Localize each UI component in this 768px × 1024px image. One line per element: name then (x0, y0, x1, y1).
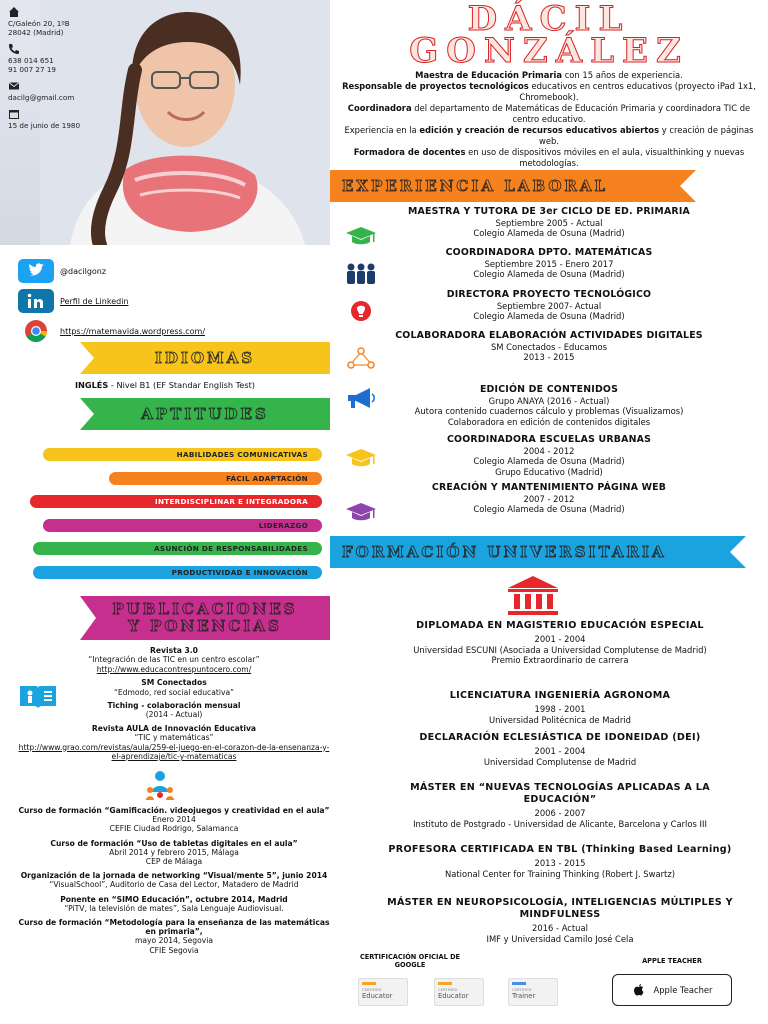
social-links (18, 256, 318, 346)
education-line: National Center for Training Thinking (Robert J. Swartz) (445, 868, 675, 879)
experiencia-heading: EXPERIENCIA LABORAL (342, 177, 609, 195)
publication-line: “Integración de las TIC en un centro escolar” (88, 655, 260, 665)
apple-teacher-badge (612, 974, 732, 1006)
course-line: CFIE Segovia (149, 945, 199, 955)
apple-icon (632, 983, 646, 997)
apple-badge-label: Apple Teacher (653, 985, 713, 995)
job-line: Septiembre 2007- Actual (496, 300, 602, 311)
publication-line: (2014 - Actual) (145, 710, 203, 720)
publication-title: Revista 3.0 (150, 646, 198, 655)
phone-1: 638 014 651 (8, 56, 54, 65)
job-entry (330, 248, 768, 280)
university-icon (506, 574, 560, 616)
twitter-icon (18, 259, 54, 283)
job-line: Colegio Alameda de Osuna (Madrid) (473, 269, 625, 279)
language-detail: - Nivel B1 (EF Standar English Test) (108, 380, 256, 390)
graduation-cap-icon (344, 224, 378, 248)
publication-title: Tiching - colaboración mensual (107, 701, 241, 711)
course-line: Enero 2014 (152, 815, 196, 825)
job-entry (330, 483, 768, 515)
badge-color-bar (512, 982, 526, 985)
email-icon (8, 80, 20, 92)
summary-text: Experiencia en la (344, 125, 420, 135)
google-cert-badge (434, 978, 484, 1006)
education-title: DIPLOMADA EN MAGISTERIO EDUCACIÓN ESPECIAL (416, 620, 704, 631)
summary-paragraph (340, 147, 758, 169)
education-line: Premio Extraordinario de carrera (491, 655, 629, 665)
skill-pill: FÁCIL ADAPTACIÓN (109, 472, 322, 485)
phone-item (8, 43, 128, 74)
summary-paragraph (340, 103, 758, 125)
badge-color-bar (362, 982, 376, 985)
job-line: Colegio Alameda de Osuna (Madrid) (473, 504, 625, 514)
badge-name: Educator (362, 992, 393, 1000)
skill-pill: LIDERAZGO (43, 519, 322, 532)
left-column (0, 0, 330, 1024)
twitter-handle: @dacilgonz (60, 266, 107, 276)
education-title: PROFESORA CERTIFICADA EN TBL (Thinking Based Learning) (388, 844, 732, 855)
skill-pill: HABILIDADES COMUNICATIVAS (43, 448, 322, 461)
experiencia-ribbon (330, 170, 696, 202)
education-entry (380, 620, 740, 666)
graduation-cap-icon (344, 500, 378, 524)
publication-line: “Edmodo, red social educativa” (113, 687, 235, 697)
summary-paragraph (340, 70, 758, 81)
skills-list (30, 448, 322, 589)
lightbulb-icon (344, 300, 378, 324)
courses-list (18, 806, 330, 960)
education-line: Universidad ESCUNI (Asociada a Universidad Complutense de Madrid) (413, 644, 707, 655)
skill-pill: PRODUCTIVIDAD E INNOVACIÓN (33, 566, 322, 579)
badge-subtitle: CERTIFIED (512, 987, 532, 992)
job-title: COORDINADORA ESCUELAS URBANAS (446, 434, 652, 445)
job-entry (330, 385, 768, 427)
education-line: 2016 - Actual (532, 923, 588, 933)
language-name: INGLÉS (74, 380, 109, 390)
education-entry (380, 690, 740, 725)
education-entry (380, 782, 740, 829)
megaphone-icon (344, 386, 378, 410)
website-link[interactable]: https://matemavida.wordpress.com/ (60, 326, 206, 336)
publication-link[interactable]: http://www.educacontrespuntocero.com/ (96, 664, 252, 674)
presenter-icon (146, 770, 174, 800)
linkedin-row[interactable] (18, 286, 318, 316)
education-title: MÁSTER EN “NUEVAS TECNOLOGÍAS APLICADAS A LA EDUCACIÓN” (410, 782, 710, 805)
idiomas-heading: IDIOMAS (154, 349, 256, 367)
profile-summary (340, 70, 758, 169)
course-line: “VisualSchool”, Auditorio de Casa del Lector, Matadero de Madrid (49, 880, 299, 890)
course-entry (18, 895, 330, 913)
phone-2: 91 007 27 19 (8, 65, 57, 74)
summary-text: y creación de páginas web. (539, 125, 754, 146)
formacion-heading: FORMACIÓN UNIVERSITARIA (342, 543, 667, 561)
job-entry (330, 207, 768, 239)
job-entry (330, 331, 768, 363)
skill-pill: ASUNCIÓN DE RESPONSABILIDADES (33, 542, 322, 555)
summary-paragraph (340, 81, 758, 103)
badge-color-bar (438, 982, 452, 985)
job-line: Grupo Educativo (Madrid) (495, 466, 603, 477)
job-line: Colegio Alameda de Osuna (Madrid) (473, 456, 625, 466)
education-title: DECLARACIÓN ECLESIÁSTICA DE IDONEIDAD (DEI) (419, 732, 701, 743)
course-line: mayo 2014, Segovia (135, 936, 213, 946)
address-line1: C/Galeón 20, 1ºB (8, 19, 70, 28)
course-line: “PiTV, la televisión de mates”, Sala Lenguaje Audiovisual. (64, 903, 284, 913)
publication-entry (18, 678, 330, 697)
right-column (330, 0, 768, 1024)
email: dacilg@gmail.com (8, 93, 75, 102)
education-line: Instituto de Postgrado - Universidad de Alicante, Barcelona y Carlos III (413, 818, 707, 829)
job-entry (330, 290, 768, 322)
birthdate-item (8, 108, 128, 130)
job-title: MAESTRA Y TUTORA DE 3er CICLO DE ED. PRIMARIA (408, 206, 690, 217)
summary-paragraph (340, 125, 758, 147)
calendar-icon (8, 108, 20, 120)
phone-icon (8, 43, 20, 55)
course-line: Abril 2014 y febrero 2015, Málaga (109, 847, 239, 857)
publication-entry (18, 701, 330, 720)
course-entry (18, 918, 330, 955)
publicaciones-heading-line2: Y PONENCIAS (128, 617, 282, 635)
profile-photo (0, 0, 330, 245)
job-line: 2013 - 2015 (523, 352, 575, 362)
course-entry (18, 871, 330, 889)
course-title: Curso de formación “Gamificación. videojuegos y creatividad en el aula” (18, 806, 330, 815)
course-entry (18, 839, 330, 867)
job-title: COLABORADORA ELABORACIÓN ACTIVIDADES DIGITALES (395, 330, 703, 341)
linkedin-icon (18, 289, 54, 313)
education-line: 2001 - 2004 (534, 634, 586, 644)
contact-info (8, 6, 128, 136)
skill-pill: INTERDISCIPLINAR E INTEGRADORA (30, 495, 322, 508)
address-item (8, 6, 128, 37)
job-line: Septiembre 2005 - Actual (495, 217, 603, 228)
course-line: CEFIE Ciudad Rodrigo, Salamanca (109, 824, 239, 834)
course-entry (18, 806, 330, 834)
publication-line: “TIC y matemáticas” (134, 733, 214, 743)
job-title: DIRECTORA PROYECTO TECNOLÓGICO (446, 289, 652, 300)
education-title: LICENCIATURA INGENIERÍA AGRONOMA (449, 690, 671, 701)
job-title: CREACIÓN Y MANTENIMIENTO PÁGINA WEB (431, 482, 667, 493)
job-line: 2004 - 2012 (523, 445, 575, 456)
idiomas-ribbon (80, 342, 330, 374)
education-entry (380, 897, 740, 944)
job-line: Autora contenido cuadernos cálculo y problemas (Visualizamos) (414, 406, 684, 416)
apple-cert-label: APPLE TEACHER (642, 957, 702, 965)
education-title: MÁSTER EN NEUROPSICOLOGÍA, INTELIGENCIAS MÚLTIPLES Y MINDFULNESS (387, 897, 733, 920)
google-cert-label: CERTIFICACIÓN OFICIAL DE GOOGLE (359, 953, 461, 969)
education-line: 2013 - 2015 (534, 858, 586, 868)
education-entry (380, 732, 740, 767)
education-line: Universidad Politécnica de Madrid (489, 714, 631, 725)
publication-title: SM Conectados (141, 678, 207, 688)
job-line: SM Conectados - Educamos (490, 341, 608, 352)
course-title: Curso de formación “Metodología para la enseñanza de las matemáticas en primaria”, (18, 918, 330, 937)
publications-list (18, 646, 330, 765)
chrome-icon (18, 319, 54, 343)
summary-bold: edición y creación de recursos educativos abiertos (419, 125, 660, 135)
summary-text: del departamento de Matemáticas de Educación Primaria y coordinadora TIC de centro educativo. (411, 103, 751, 124)
job-line: 2007 - 2012 (523, 493, 575, 504)
language-entry (0, 380, 330, 390)
summary-text: en uso de dispositivos móviles en el aula, visualthinking y nuevas metodologías. (465, 147, 745, 168)
publication-entry (18, 724, 330, 762)
address-line2: 28042 (Madrid) (8, 28, 64, 37)
graduation-cap-icon (344, 446, 378, 470)
google-cert-badge (358, 978, 408, 1006)
google-cert-badge (508, 978, 558, 1006)
course-title: Ponente en “SIMO Educación”, octubre 2014, Madrid (60, 894, 288, 904)
first-name: DÁCIL (467, 0, 631, 39)
job-line: Colegio Alameda de Osuna (Madrid) (473, 311, 625, 321)
email-item (8, 80, 128, 102)
education-line: IMF y Universidad Camilo José Cela (486, 933, 634, 944)
publication-title: Revista AULA de Innovación Educativa (91, 723, 257, 733)
publication-entry (18, 646, 330, 674)
job-line: Colaboradora en edición de contenidos digitales (447, 416, 651, 427)
twitter-row[interactable] (18, 256, 318, 286)
course-title: Curso de formación “Uso de tabletas digitales en el aula” (50, 838, 298, 848)
education-line: 2006 - 2007 (534, 808, 586, 818)
course-title: Organización de la jornada de networking “Visual/mente 5”, junio 2014 (20, 871, 328, 881)
publication-link[interactable]: http://www.grao.com/revistas/aula/259-el-juego-en-el-corazon-de-la-ensenanza-y-el-aprendizaje/tic-y-matematicas (18, 742, 330, 762)
job-entry (330, 435, 768, 477)
aptitudes-heading: APTITUDES (141, 405, 269, 423)
home-icon (8, 6, 20, 18)
education-line: 1998 - 2001 (534, 704, 586, 714)
summary-bold: Maestra de Educación Primaria (415, 70, 563, 80)
summary-bold: Formadora de docentes (353, 147, 466, 157)
job-title: EDICIÓN DE CONTENIDOS (479, 384, 619, 395)
summary-text: educativos en centros educativos (proyecto iPad 1x1, Chromebook). (519, 81, 756, 102)
job-title: COORDINADORA DPTO. MATEMÁTICAS (445, 247, 653, 258)
birthdate: 15 de junio de 1980 (8, 121, 81, 130)
badge-name: Educator (438, 992, 469, 1000)
team-icon (344, 262, 378, 286)
badge-subtitle: CERTIFIED (438, 987, 458, 992)
badge-name: Trainer (512, 992, 536, 1000)
education-line: Universidad Complutense de Madrid (483, 756, 637, 767)
job-line: Grupo ANAYA (2016 - Actual) (488, 395, 610, 406)
job-line: Colegio Alameda de Osuna (Madrid) (473, 228, 625, 238)
course-line: CEP de Málaga (145, 857, 203, 867)
publicaciones-ribbon (80, 596, 330, 640)
job-line: Septiembre 2015 - Enero 2017 (484, 258, 614, 269)
last-name: GONZÁLEZ (409, 31, 689, 71)
network-icon (344, 346, 378, 370)
summary-text: con 15 años de experiencia. (562, 70, 683, 80)
formacion-ribbon (330, 536, 746, 568)
publicaciones-heading-line1: PUBLICACIONES (112, 600, 298, 618)
education-line: 2001 - 2004 (534, 746, 586, 756)
education-entry (380, 844, 740, 879)
summary-bold: Responsable de proyectos tecnológicos (342, 81, 529, 91)
linkedin-link[interactable]: Perfil de Linkedin (60, 296, 129, 306)
badge-subtitle: CERTIFIED (362, 987, 382, 992)
aptitudes-ribbon (80, 398, 330, 430)
summary-bold: Coordinadora (347, 103, 412, 113)
